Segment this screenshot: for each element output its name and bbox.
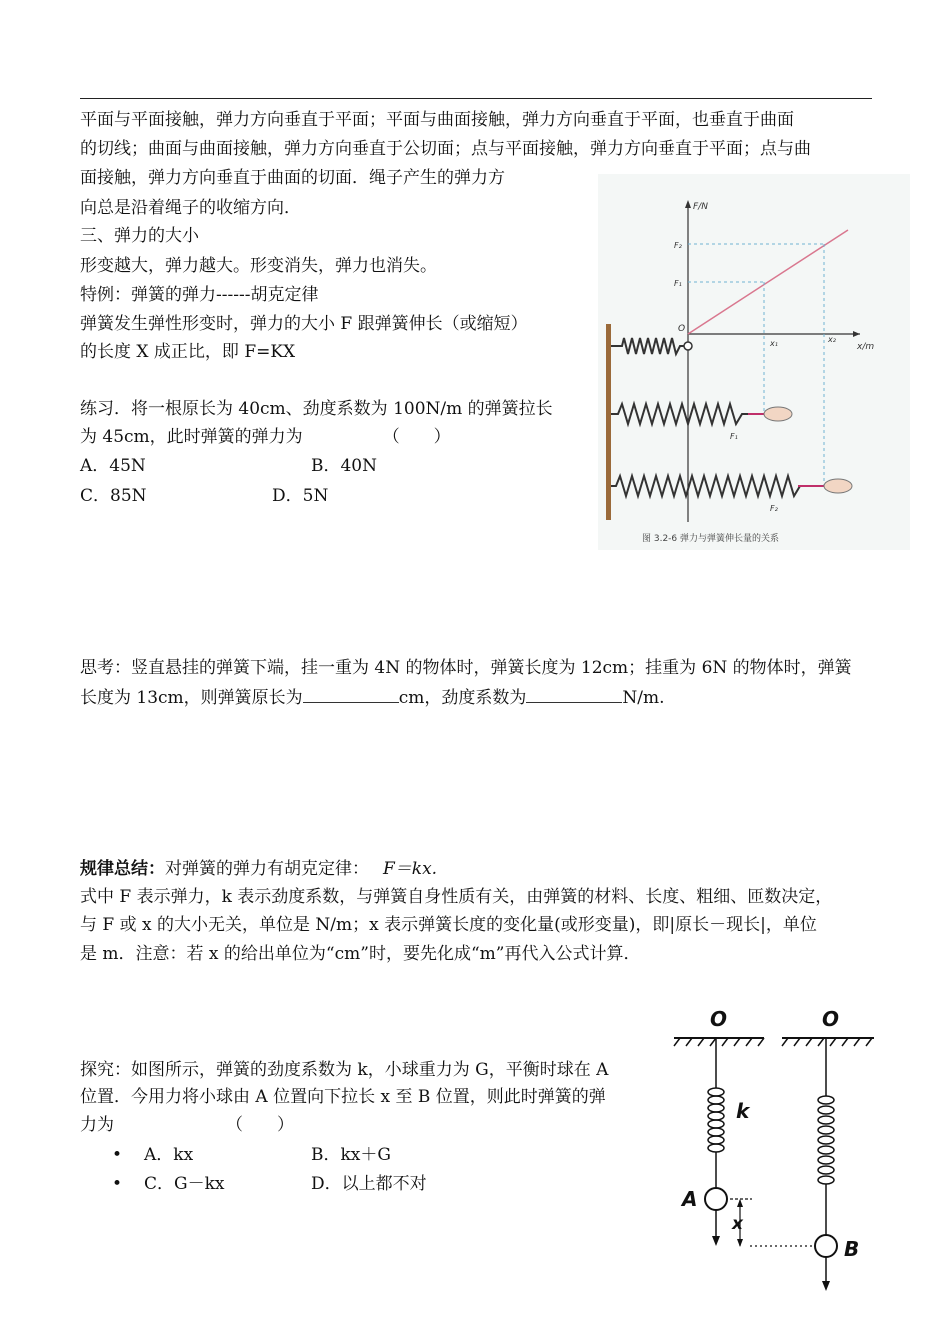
explore-line-3 (80, 1113, 294, 1137)
exercise-option-b: B．40N (311, 456, 377, 476)
f1-tick: F₁ (674, 279, 682, 288)
exercise-option-a: A．45N (80, 456, 146, 476)
explore-line-1: 探究：如图所示，弹簧的劲度系数为 k，小球重力为 G，平衡时球在 A (80, 1060, 609, 1080)
ball-a (705, 1188, 727, 1210)
exercise-option-c: C．85N (80, 486, 147, 506)
label-b: B (844, 1237, 860, 1261)
right-spring (818, 1096, 834, 1184)
section-line-4: 的长度 X 成正比，即 F=KX (80, 342, 296, 362)
f2-tick: F₂ (674, 241, 682, 250)
explore-option-a: A．kx (144, 1145, 194, 1165)
exercise-option-d: D．5N (272, 486, 329, 506)
explore-option-b: B．kx＋G (311, 1145, 391, 1165)
think-line-1: 思考：竖直悬挂的弹簧下端，挂一重为 4N 的物体时，弹簧长度为 12cm；挂重为 6N 的物体时，弹簧 (80, 658, 852, 678)
hanging-spring-figure (664, 1000, 894, 1300)
hooke-figure (598, 174, 910, 550)
blank-original-length[interactable] (303, 686, 399, 703)
exercise-line-1: 练习．将一根原长为 40cm、劲度系数为 100N/m 的弹簧拉长 (80, 399, 553, 419)
summary-line-1 (80, 857, 437, 881)
x1-tick: x₁ (770, 339, 778, 348)
hooke-formula: F＝kx. (383, 859, 438, 879)
label-o-right: O (822, 1007, 840, 1031)
wall (606, 324, 611, 520)
weight-arrowhead-a (712, 1236, 720, 1246)
exercise-question: 为 45cm，此时弹簧的弹力为 (80, 427, 303, 447)
section-line-2: 特例：弹簧的弹力------胡克定律 (80, 285, 319, 305)
explore-option-d: D．以上都不对 (311, 1174, 427, 1194)
summary-line-4: 是 m．注意：若 x 的给出单位为“cm”时，要先化成“m”再代入公式计算． (80, 944, 641, 964)
explore-paren: （ ） (226, 1115, 294, 1135)
force-label-2: F₂ (770, 504, 778, 513)
left-spring (708, 1088, 724, 1152)
intro-line-1: 平面与平面接触，弹力方向垂直于平面；平面与曲面接触，弹力方向垂直于平面，也垂直于曲面 (80, 110, 794, 130)
section-line-1: 形变越大，弹力越大。形变消失，弹力也消失。 (80, 256, 437, 276)
label-a: A (682, 1187, 698, 1211)
hand-2 (824, 479, 852, 493)
think-text-a: 长度为 13cm，则弹簧原长为 (80, 688, 303, 708)
label-x: x (732, 1214, 743, 1234)
explore-question: 力为 (80, 1115, 114, 1135)
weight-arrowhead-b (822, 1281, 830, 1291)
summary-line-2: 式中 F 表示弹力，k 表示劲度系数，与弹簧自身性质有关，由弹簧的材料、长度、粗细、匝数决定， (80, 887, 833, 907)
figure-caption: 图 3.2-6 弹力与弹簧伸长量的关系 (642, 534, 780, 544)
intro-line-2: 的切线；曲面与曲面接触，弹力方向垂直于公切面；点与平面接触，弹力方向垂直于平面；点与曲 (80, 139, 811, 159)
label-o-left: O (710, 1007, 728, 1031)
ball-b (815, 1235, 837, 1257)
header-rule (80, 98, 872, 99)
x-axis-label: x/m (857, 342, 875, 352)
summary-intro: 对弹簧的弹力有胡克定律： (165, 859, 369, 879)
origin-label: O (678, 324, 686, 334)
force-label-1: F₁ (730, 432, 738, 441)
ceiling-right-hatch (782, 1038, 872, 1046)
exercise-line-2 (80, 425, 451, 449)
ceiling-left-hatch (674, 1038, 764, 1046)
intro-line-4: 向总是沿着绳子的收缩方向． (80, 198, 301, 218)
summary-label: 规律总结： (80, 859, 165, 879)
intro-line-3: 面接触，弹力方向垂直于曲面的切面．绳子产生的弹力方 (80, 168, 505, 188)
section-heading: 三、弹力的大小 (80, 226, 199, 246)
x-arrow-top (737, 1199, 743, 1207)
hand-1 (764, 407, 792, 421)
answer-paren: （ ） (382, 427, 451, 447)
x2-tick: x₂ (828, 335, 836, 344)
blank-spring-constant[interactable] (526, 686, 622, 703)
think-text-c: N/m. (622, 688, 665, 708)
explore-line-2: 位置．今用力将小球由 A 位置向下拉长 x 至 B 位置，则此时弹簧的弹 (80, 1087, 606, 1107)
think-line-2 (80, 686, 664, 710)
section-line-3: 弹簧发生弹性形变时，弹力的大小 F 跟弹簧伸长（或缩短） (80, 314, 528, 334)
summary-line-3: 与 F 或 x 的大小无关，单位是 N/m；x 表示弹簧长度的变化量(或形变量)，即|原长－现长|，单位 (80, 915, 817, 935)
y-axis-label: F/N (693, 202, 708, 212)
x-arrow-bottom (737, 1239, 743, 1247)
label-k: k (736, 1099, 750, 1123)
explore-bullet-2: • (112, 1174, 123, 1194)
explore-bullet-1: • (112, 1145, 123, 1165)
think-text-b: cm，劲度系数为 (398, 688, 527, 708)
spring-end-ring (684, 342, 692, 350)
explore-option-c: C．G－kx (144, 1174, 225, 1194)
